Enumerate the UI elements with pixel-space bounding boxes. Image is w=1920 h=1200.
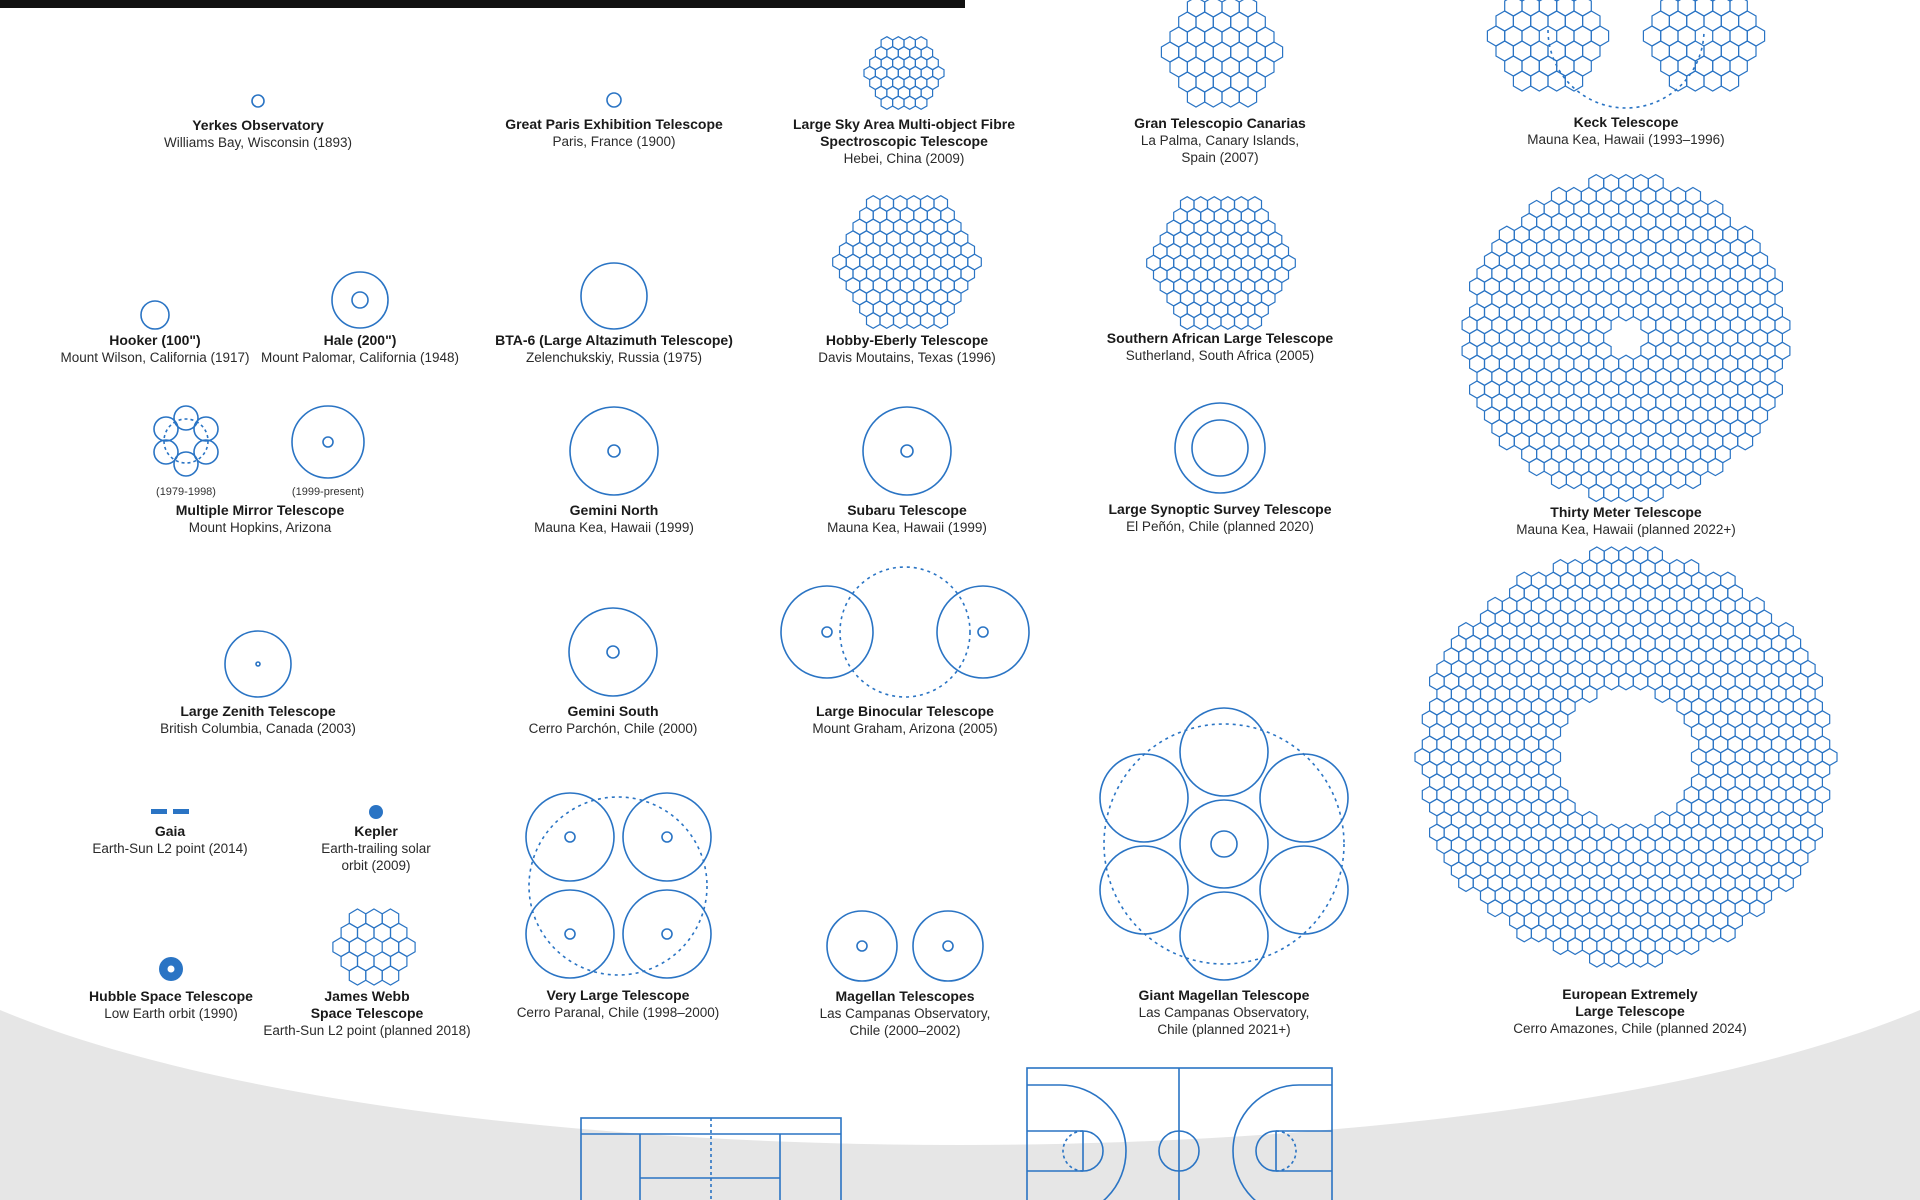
mmt-name: Multiple Mirror Telescope <box>175 502 345 518</box>
hubble-name: Hubble Space Telescope <box>89 988 253 1004</box>
label-keck <box>1527 114 1724 148</box>
jwst-location: Earth-Sun L2 point (planned 2018) <box>263 1023 471 1038</box>
lzt-name: Large Zenith Telescope <box>180 703 336 719</box>
mirror-segment <box>1730 0 1747 16</box>
mirror-segment <box>1517 925 1532 942</box>
label-paris <box>505 116 723 150</box>
lamost-location: Hebei, China (2009) <box>843 151 965 166</box>
mirror-segment <box>1670 938 1685 955</box>
label-subaru <box>827 502 987 536</box>
mirror-segment <box>1648 950 1663 967</box>
gtc-segmented-mirror <box>1161 0 1282 107</box>
lsst-mirror <box>1175 403 1265 493</box>
kepler-location-line2: orbit (2009) <box>341 858 411 873</box>
hubble-mirror <box>159 957 183 981</box>
label-lsst <box>1108 501 1331 535</box>
label-kepler <box>321 823 431 874</box>
paris-name: Great Paris Exhibition Telescope <box>505 116 723 132</box>
mirror-segment <box>1265 42 1282 62</box>
label-lzt <box>160 703 356 737</box>
bta-mirror <box>581 263 647 329</box>
label-jwst <box>263 988 470 1039</box>
label-lbt <box>812 703 997 737</box>
mirror-segment <box>1574 0 1591 16</box>
tmt-segmented-mirror <box>1462 175 1790 502</box>
het-location: Davis Moutains, Texas (1996) <box>818 350 996 365</box>
keck-location: Mauna Kea, Hawaii (1993–1996) <box>1527 132 1725 147</box>
keck-mirrors <box>1487 0 1764 108</box>
vlt-mirrors <box>526 793 711 978</box>
mirror-segment <box>1695 0 1712 16</box>
mirror-segment <box>1619 950 1634 967</box>
gemini-south-location: Cerro Parchón, Chile (2000) <box>528 721 698 736</box>
label-eelt <box>1513 986 1746 1037</box>
hubble-location: Low Earth orbit (1990) <box>104 1006 238 1021</box>
label-magellan <box>820 988 991 1039</box>
mmt-mirror-1999 <box>292 406 364 478</box>
lbt-name: Large Binocular Telescope <box>816 703 994 719</box>
label-gtc <box>1134 115 1306 166</box>
label-yerkes <box>164 117 352 151</box>
mirror-segment <box>1686 471 1701 488</box>
mirror-segment <box>1678 0 1695 16</box>
gemini-north-name: Gemini North <box>569 502 659 518</box>
lamost-segmented-mirror <box>864 37 944 110</box>
mirror-segment <box>1738 433 1753 450</box>
magellan-mirrors <box>827 911 983 981</box>
bta-name: BTA-6 (Large Altazimuth Telescope) <box>495 332 733 348</box>
label-gemini-south <box>529 703 698 737</box>
eelt-segmented-mirror <box>1415 547 1837 967</box>
mirror-segment <box>1488 900 1503 917</box>
mirror-segment <box>1648 484 1663 501</box>
mirror-segment <box>1568 938 1583 955</box>
mirror-segment <box>1750 900 1765 917</box>
mirror-segment <box>1671 471 1686 488</box>
gemini-north-mirror <box>570 407 658 495</box>
gtc-location: La Palma, Canary Islands, <box>1140 133 1300 148</box>
mirror-segment <box>1747 26 1764 46</box>
gmt-location-line2: Chile (planned 2021+) <box>1157 1022 1291 1037</box>
yerkes-location: Williams Bay, Wisconsin (1893) <box>163 135 353 150</box>
hooker-location: Mount Wilson, California (1917) <box>60 350 250 365</box>
label-hooker <box>60 332 249 366</box>
lzt-location: British Columbia, Canada (2003) <box>160 721 356 736</box>
mirror-segment <box>1713 0 1730 16</box>
lbt-mirrors <box>781 567 1029 697</box>
mirror-segment <box>1633 950 1648 967</box>
mirror-segment <box>1205 0 1222 17</box>
eelt-location: Cerro Amazones, Chile (planned 2024) <box>1513 1021 1747 1036</box>
hale-mirror <box>332 272 388 328</box>
lsst-location: El Peñón, Chile (planned 2020) <box>1126 519 1314 534</box>
mirror-segment <box>1604 673 1619 690</box>
hooker-name: Hooker (100") <box>109 332 201 348</box>
mirror-segment <box>1708 458 1723 475</box>
het-name: Hobby-Eberly Telescope <box>825 332 989 348</box>
label-gmt <box>1139 987 1310 1038</box>
yerkes-name: Yerkes Observatory <box>192 117 324 133</box>
lsst-name: Large Synoptic Survey Telescope <box>1108 501 1332 517</box>
vlt-location: Cerro Paranal, Chile (1998–2000) <box>516 1005 720 1020</box>
gmt-mirrors <box>1100 708 1348 980</box>
label-hubble <box>89 988 253 1022</box>
gaia-mirrors <box>151 809 189 814</box>
kepler-location: Earth-trailing solar <box>321 841 431 856</box>
label-mmt <box>176 502 345 536</box>
vlt-name: Very Large Telescope <box>546 987 690 1003</box>
mirror-segment <box>1684 938 1699 955</box>
mirror-segment <box>1604 484 1619 501</box>
gemini-north-location: Mauna Kea, Hawaii (1999) <box>534 520 694 535</box>
tmt-location: Mauna Kea, Hawaii (planned 2022+) <box>1516 522 1736 537</box>
lbt-location: Mount Graham, Arizona (2005) <box>812 721 998 736</box>
eelt-name-line2: Large Telescope <box>1575 1003 1685 1019</box>
label-bta <box>495 332 733 366</box>
mirror-segment <box>1505 0 1522 16</box>
lamost-name: Large Sky Area Multi-object Fibre <box>793 116 1015 132</box>
mirror-segment <box>1706 925 1721 942</box>
mirror-segment <box>1589 484 1604 501</box>
mirror-segment <box>1552 471 1567 488</box>
paris-mirror <box>607 93 621 107</box>
hale-name: Hale (200") <box>323 332 397 348</box>
mirror-segment <box>1779 875 1794 892</box>
label-lamost <box>793 116 1015 167</box>
mmt-location: Mount Hopkins, Arizona <box>188 520 332 535</box>
mirror-segment <box>1531 925 1546 942</box>
mirror-segment <box>399 938 415 957</box>
magellan-name: Magellan Telescopes <box>835 988 975 1004</box>
mmt-mirrors-1979 <box>154 406 218 476</box>
mirror-segment <box>1619 484 1634 501</box>
lamost-name-line2: Spectroscopic Telescope <box>820 133 988 149</box>
jwst-name-line2: Space Telescope <box>310 1005 424 1021</box>
mirror-segment <box>1539 0 1556 16</box>
lzt-mirror <box>225 631 291 697</box>
subaru-location: Mauna Kea, Hawaii (1999) <box>827 520 987 535</box>
gmt-name: Giant Magellan Telescope <box>1138 987 1310 1003</box>
salt-name: Southern African Large Telescope <box>1106 330 1334 346</box>
magellan-location: Las Campanas Observatory, <box>819 1006 991 1021</box>
mirror-segment <box>1619 673 1634 690</box>
mirror-segment <box>1619 304 1634 321</box>
basketball-court <box>1027 1068 1332 1200</box>
label-het <box>818 332 996 366</box>
mirror-segment <box>933 66 944 79</box>
gemini-south-mirror <box>569 608 657 696</box>
magellan-location-line2: Chile (2000–2002) <box>849 1023 961 1038</box>
salt-location: Sutherland, South Africa (2005) <box>1125 348 1315 363</box>
label-gemini-north <box>534 502 694 536</box>
gtc-name: Gran Telescopio Canarias <box>1134 115 1306 131</box>
mirror-segment <box>1522 0 1539 16</box>
mirror-segment <box>1590 950 1605 967</box>
salt-segmented-mirror <box>1147 197 1296 330</box>
mirror-segment <box>1661 0 1678 16</box>
mirror-segment <box>1239 0 1256 17</box>
mirror-segment <box>1721 925 1736 942</box>
label-vlt <box>517 987 720 1021</box>
mirror-segment <box>968 254 982 270</box>
hooker-mirror <box>141 301 169 329</box>
mirror-segment <box>1604 950 1619 967</box>
mirror-segment <box>1633 484 1648 501</box>
subaru-name: Subaru Telescope <box>847 502 967 518</box>
mmt-period-1999: (1999-present) <box>291 486 365 498</box>
gemini-south-name: Gemini South <box>567 703 659 719</box>
kepler-name: Kepler <box>354 823 398 839</box>
tmt-name: Thirty Meter Telescope <box>1550 504 1702 520</box>
keck-name: Keck Telescope <box>1573 114 1679 130</box>
jwst-name: James Webb <box>324 988 410 1004</box>
mirror-segment <box>1459 875 1474 892</box>
gmt-location: Las Campanas Observatory, <box>1138 1005 1310 1020</box>
mirror-segment <box>1557 0 1574 16</box>
gtc-location-line2: Spain (2007) <box>1181 150 1259 165</box>
eelt-name: European Extremely <box>1562 986 1698 1002</box>
mirror-segment <box>1499 433 1514 450</box>
hale-location: Mount Palomar, California (1948) <box>260 350 460 365</box>
mirror-segment <box>1566 471 1581 488</box>
gaia-location: Earth-Sun L2 point (2014) <box>92 841 248 856</box>
mirror-segment <box>1529 458 1544 475</box>
mirror-segment <box>1655 686 1670 703</box>
het-segmented-mirror <box>833 196 982 329</box>
mmt-period-1979: (1979-1998) <box>156 486 216 498</box>
label-gaia <box>92 823 247 857</box>
subaru-mirror <box>863 407 951 495</box>
gaia-name: Gaia <box>154 823 186 839</box>
jwst-segmented-mirror <box>333 909 415 985</box>
kepler-mirror <box>369 805 383 819</box>
mirror-segment <box>1582 686 1597 703</box>
mirror-segment <box>1222 0 1239 17</box>
mirror-segment <box>1591 26 1608 46</box>
paris-location: Paris, France (1900) <box>552 134 676 149</box>
bta-location: Zelenchukskiy, Russia (1975) <box>525 350 703 365</box>
label-tmt <box>1516 504 1736 538</box>
tennis-court <box>581 1118 841 1200</box>
mirror-segment <box>1633 673 1648 690</box>
label-hale <box>261 332 459 366</box>
mirror-segment <box>1187 0 1204 17</box>
mirror-segment <box>1282 255 1296 271</box>
label-salt <box>1107 330 1333 364</box>
mirror-segment <box>1553 938 1568 955</box>
yerkes-mirror <box>252 95 264 107</box>
